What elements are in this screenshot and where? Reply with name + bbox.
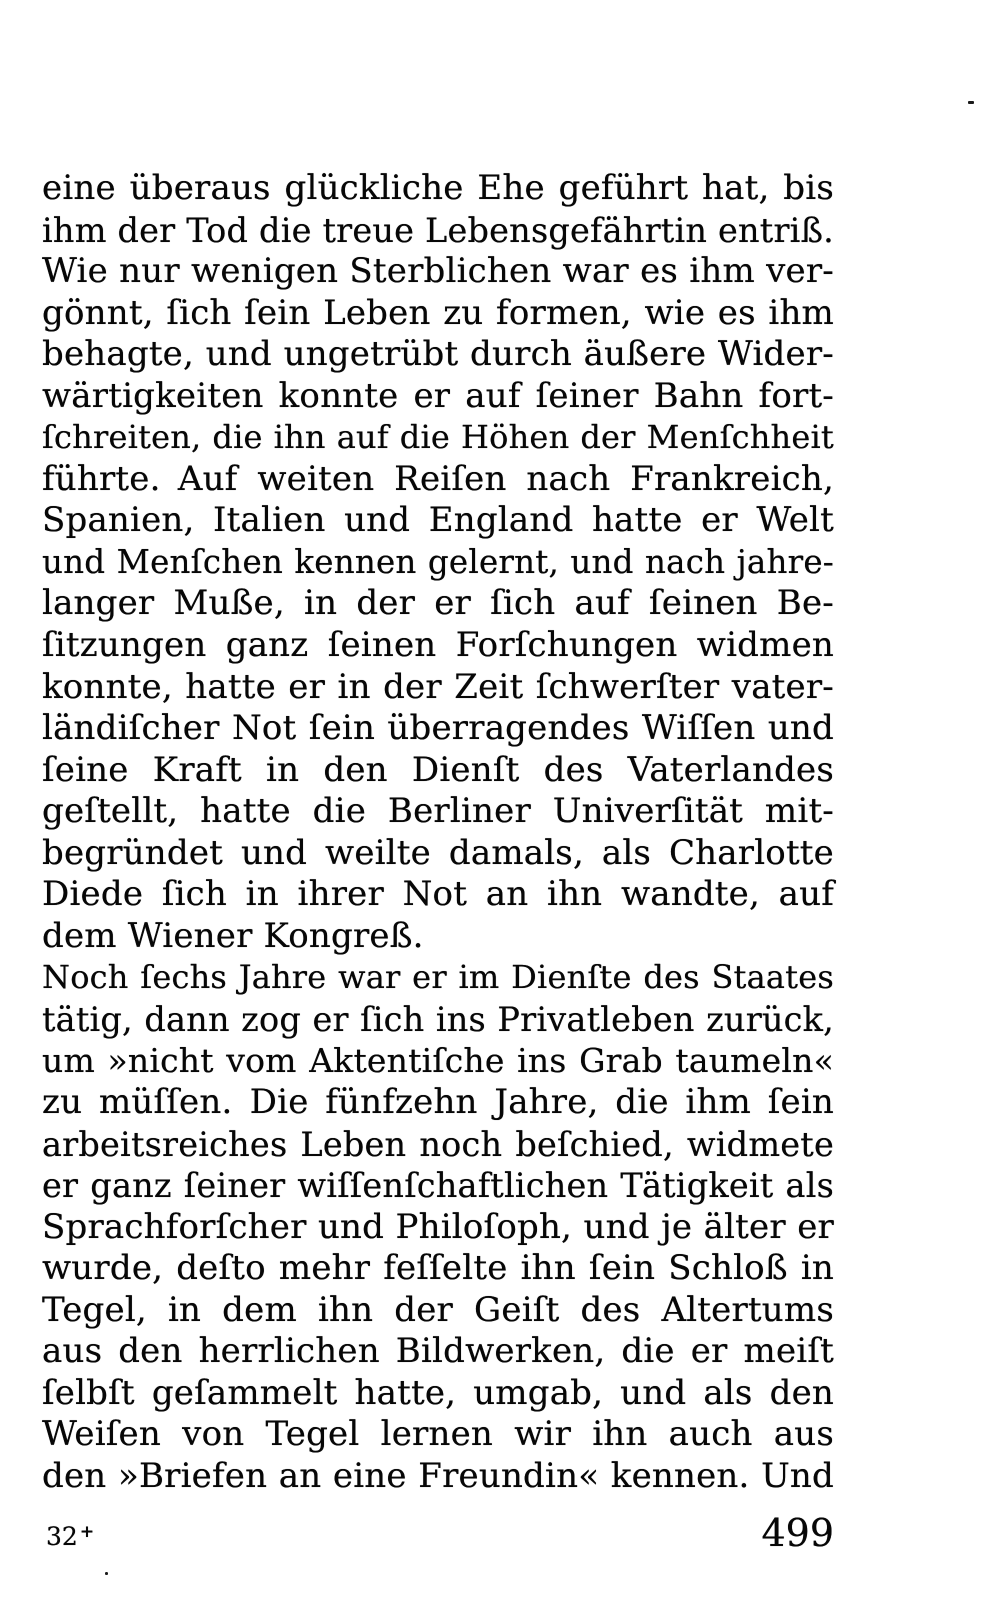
text-line: konnte, hatte er in der Zeit ſchwerſter vater- (42, 666, 834, 707)
text-line: Wie nur wenigen Sterblichen war es ihm ver- (42, 251, 834, 292)
text-line: Sprachforſcher und Philoſoph, und je älter er (42, 1206, 834, 1247)
text-line: ländiſcher Not ſein überragendes Wiſſen und (42, 708, 834, 749)
signature-mark (46, 1524, 94, 1549)
scan-artifact-dash (968, 101, 974, 104)
text-line: ſelbſt geſammelt hatte, umgab, und als den (42, 1372, 834, 1413)
text-line: gönnt, ſich ſein Leben zu formen, wie es ihm (42, 292, 834, 333)
text-line: eine überaus glückliche Ehe geführt hat, bis (42, 168, 834, 208)
text-line: begründet und weilte damals, als Charlotte (42, 832, 834, 873)
text-line: ſeine Kraft in den Dienſt des Vaterlandes (42, 749, 834, 790)
text-line: ihm der Tod die treue Lebensgefährtin entriß. (42, 210, 834, 250)
text-line: aus den herrlichen Bildwerken, die er meiſt (42, 1331, 834, 1372)
text-line: langer Muße, in der er ſich auf ſeinen Be- (42, 583, 834, 624)
signature-number: 32 (46, 1522, 78, 1551)
text-line: ſitzungen ganz ſeinen Forſchungen widmen (42, 625, 834, 666)
text-line: dem Wiener Kongreß. (42, 915, 424, 956)
text-line: und Menſchen kennen gelernt, und nach jahre- (42, 542, 834, 581)
text-line: wurde, deſto mehr feſſelte ihn ſein Schloß in (42, 1248, 834, 1289)
text-line: Noch ſechs Jahre war er im Dienſte des Staates (42, 958, 834, 997)
text-line: um »nicht vom Aktentiſche ins Grab taumeln« (42, 1041, 834, 1081)
signature-symbol: + (79, 1522, 95, 1542)
text-line: geſtellt, hatte die Berliner Univerſität mit- (42, 791, 834, 832)
text-line: Tegel, in dem ihn der Geiſt des Altertums (42, 1289, 834, 1330)
text-line: den »Briefen an eine Freundin« kennen. Und (42, 1455, 834, 1496)
text-line: behagte, und ungetrübt durch äußere Wider- (42, 334, 834, 375)
text-line: tätig, dann zog er ſich ins Privatleben zurück, (42, 999, 834, 1039)
text-line: Weiſen von Tegel lernen wir ihn auch aus (42, 1414, 834, 1455)
text-line: er ganz ſeiner wiſſenſchaftlichen Tätigkeit als (42, 1166, 834, 1206)
text-line: Spanien, Italien und England hatte er Welt (42, 500, 834, 541)
footer (42, 1510, 834, 1560)
text-line: Diede ſich in ihrer Not an ihn wandte, auf (42, 874, 834, 915)
text-line: ſchreiten, die ihn auf die Höhen der Menſchheit (42, 418, 834, 457)
scan-artifact-dot (105, 1572, 108, 1575)
text-line: arbeitsreiches Leben noch beſchied, widmete (42, 1124, 834, 1164)
text-block (42, 168, 834, 1498)
page-number: 499 (761, 1511, 834, 1555)
text-line: führte. Auf weiten Reiſen nach Frankreich, (42, 458, 834, 499)
text-line: wärtigkeiten konnte er auf ſeiner Bahn fort- (42, 375, 834, 416)
text-line: zu müſſen. Die fünfzehn Jahre, die ihm ſein (42, 1082, 834, 1123)
